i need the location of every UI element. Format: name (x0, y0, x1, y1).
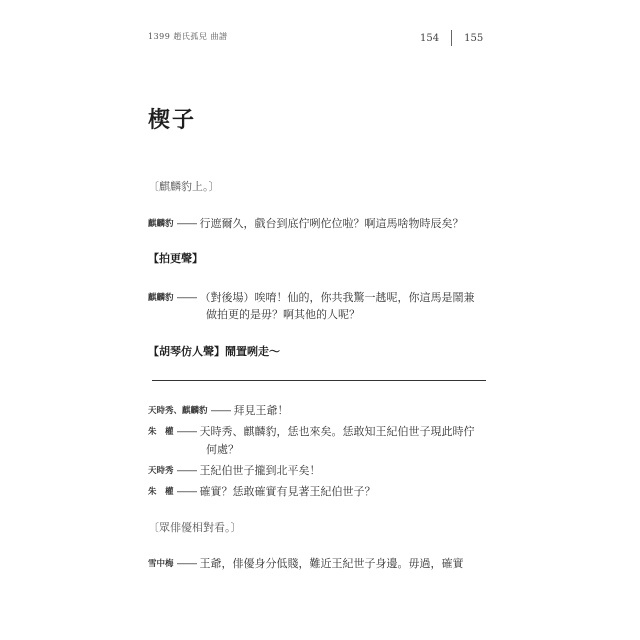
page-number-left: 154 (420, 32, 440, 44)
speech-text: 王爺，俳優身分低賤，難近王紀世子身邊。毋過，確實 (199, 557, 464, 570)
dialogue-line (148, 484, 488, 500)
speaker-name: 雪中梅 (148, 559, 174, 569)
dialogue-dash: —— (176, 217, 197, 230)
dialogue-dash: —— (176, 464, 197, 477)
section-heading: 【拍更聲】 (148, 252, 203, 265)
speaker-name: 麒麟豹 (148, 293, 174, 303)
section-heading: 【胡琴仿人聲】鬧置咧走～ (148, 345, 280, 358)
speech-text: 拜見王爺！ (233, 404, 289, 417)
dialogue-line (148, 556, 488, 572)
dialogue-line (148, 216, 488, 232)
speaker-name: 朱 權 (148, 487, 174, 497)
speech-continuation: 做拍更的是毋？啊其他的人呢？ (206, 308, 360, 321)
dialogue-dash: —— (210, 404, 231, 417)
page-number-right: 155 (464, 32, 484, 44)
speaker-name: 麒麟豹 (148, 219, 174, 229)
dialogue-line (148, 424, 488, 440)
dialogue-dash: —— (176, 425, 197, 438)
speech-text: 王紀伯世子攏到北平矣！ (199, 464, 321, 477)
speech-text: 確實？恁敢確實有見著王紀伯世子？ (199, 485, 376, 498)
running-header-book-title: 1399 趙氏孤兒 曲譜 (148, 32, 228, 41)
page-numbers (420, 30, 483, 46)
speech-text: （對後場）唉唷！仙的，你共我驚一趒呢，你這馬是鬧兼 (199, 291, 475, 304)
chapter-title: 楔子 (148, 107, 197, 133)
speech-text: 天時秀、麒麟豹，恁也來矣。恁敢知王紀伯世子現此時佇 (199, 425, 475, 438)
horizontal-rule (152, 380, 486, 381)
dialogue-dash: —— (176, 291, 197, 304)
speech-continuation: 何處？ (206, 443, 239, 456)
dialogue-line (148, 403, 488, 419)
dialogue-dash: —— (176, 485, 197, 498)
speaker-name: 天時秀 (148, 466, 174, 476)
speaker-name: 朱 權 (148, 427, 174, 437)
speech-text: 行遮爾久，戲台到底佇咧佗位啦？啊這馬啥物時辰矣？ (199, 217, 464, 230)
dialogue-line (148, 290, 488, 306)
dialogue-line (148, 463, 488, 479)
page-number-divider (451, 30, 452, 46)
dialogue-dash: —— (176, 557, 197, 570)
stage-direction: 〔麒麟豹上。〕 (148, 180, 220, 193)
stage-direction: 〔眾俳優相對看。〕 (148, 521, 242, 534)
speaker-name: 天時秀、麒麟豹 (148, 406, 208, 416)
